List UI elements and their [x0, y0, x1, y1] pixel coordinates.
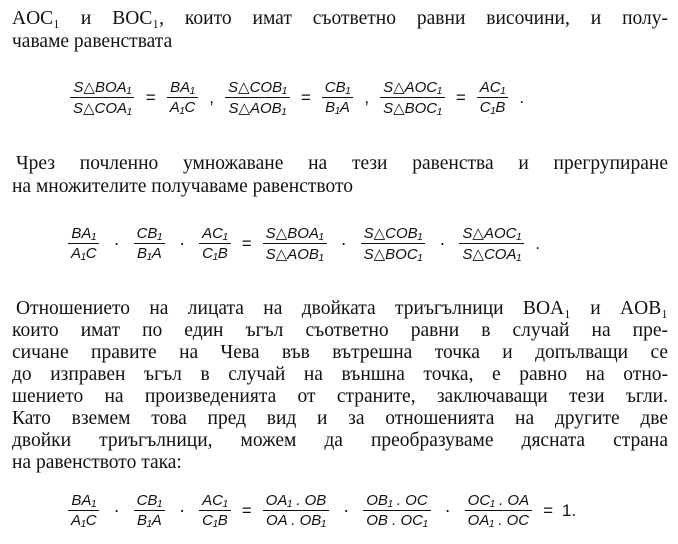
fraction — [477, 79, 509, 116]
denominator: B₁A — [325, 99, 350, 116]
denominator: B₁A — [136, 245, 162, 262]
multiplication-dot: · — [444, 500, 451, 520]
numerator: S△AOC₁ — [459, 224, 524, 244]
numerator: CB₁ — [134, 225, 166, 244]
numerator: S△COB₁ — [361, 224, 426, 244]
fraction — [199, 225, 231, 262]
period: . — [535, 233, 540, 253]
numerator: OB₁ . OC — [363, 492, 430, 511]
paragraph3-line7: двойки триъгълници, можем да преобразуваме дясната страна — [12, 430, 668, 451]
numerator: OA₁ . OB — [263, 492, 330, 511]
equals-sign: = — [241, 500, 252, 520]
denominator: S△COA₁ — [73, 100, 132, 117]
formula-ratios — [68, 78, 533, 117]
period: . — [519, 87, 525, 107]
fraction — [134, 492, 166, 529]
denominator: A₁C — [71, 245, 97, 262]
equals-sign: = — [300, 87, 311, 107]
equals-sign: = — [455, 87, 466, 107]
numerator: CB₁ — [134, 492, 166, 511]
denominator: S△BOC₁ — [383, 100, 442, 117]
equals-sign: = — [543, 500, 554, 520]
paragraph3-line6: Като вземем това пред вид и за отношенията на другите две — [12, 408, 668, 429]
paragraph3-line5: шението на произведенията от страните, заключаващи тези ъгли. — [12, 386, 668, 407]
result: 1. — [562, 500, 577, 520]
comma: , — [364, 87, 370, 107]
paragraph3-line2: които имат по един ъгъл съответно равни в случай на пре- — [12, 320, 668, 341]
numerator: S△COB₁ — [225, 78, 290, 98]
fraction — [459, 224, 524, 263]
fraction — [380, 78, 445, 117]
fraction — [134, 225, 166, 262]
multiplication-dot: · — [179, 233, 186, 253]
numerator: AC₁ — [477, 79, 509, 98]
comma: , — [209, 87, 215, 107]
multiplication-dot: · — [113, 233, 120, 253]
paragraph1-line1: AOC₁ и BOC₁, които имат съответно равни височини, и полу- — [12, 8, 668, 29]
denominator: OA₁ . OC — [467, 512, 530, 529]
fraction — [225, 78, 290, 117]
denominator: S△COA₁ — [462, 246, 522, 263]
equals-sign: = — [241, 233, 252, 253]
paragraph3-line1: Отношението на лицата на двойката триъгълници BOA₁ и AOB₁ — [16, 298, 668, 319]
numerator: BA₁ — [167, 79, 198, 98]
denominator: A₁C — [169, 99, 196, 116]
multiplication-dot: · — [439, 233, 446, 253]
equals-sign: = — [145, 87, 156, 107]
denominator: C₁B — [202, 245, 228, 262]
multiplication-dot: · — [343, 500, 350, 520]
numerator: AC₁ — [199, 225, 231, 244]
paragraph1-line2: чаваме равенствата — [12, 31, 173, 52]
multiplication-dot: · — [340, 233, 347, 253]
denominator: S△BOC₁ — [363, 246, 423, 263]
denominator: OB . OC₁ — [366, 512, 428, 529]
paragraph3-line8: на равенството така: — [12, 452, 182, 473]
multiplication-dot: · — [113, 500, 120, 520]
fraction — [263, 224, 327, 263]
multiplication-dot: · — [179, 500, 186, 520]
fraction — [322, 79, 354, 116]
numerator: AC₁ — [199, 492, 231, 511]
fraction — [167, 79, 199, 116]
numerator: OC₁ . OA — [465, 492, 532, 511]
denominator: C₁B — [479, 99, 506, 116]
fraction — [68, 225, 100, 262]
fraction — [199, 492, 231, 529]
denominator: B₁A — [136, 512, 162, 529]
fraction — [70, 78, 135, 117]
paragraph2-line1: Чрез почленно умножаване на тези равенства и прегрупиране — [16, 153, 668, 174]
paragraph3-line3: сичане правите на Чева във вътрешна точка и допълващи се — [12, 342, 668, 363]
denominator: A₁C — [71, 512, 97, 529]
denominator: S△AOB₁ — [265, 246, 324, 263]
formula-product — [66, 224, 549, 263]
formula-final — [66, 492, 585, 529]
numerator: BA₁ — [68, 492, 99, 511]
denominator: S△AOB₁ — [228, 100, 287, 117]
numerator: BA₁ — [68, 225, 99, 244]
numerator: CB₁ — [322, 79, 354, 98]
fraction — [361, 224, 426, 263]
numerator: S△BOA₁ — [70, 78, 134, 98]
denominator: C₁B — [202, 512, 228, 529]
numerator: S△AOC₁ — [380, 78, 445, 98]
denominator: OA . OB₁ — [265, 512, 326, 529]
fraction — [68, 492, 100, 529]
fraction — [363, 492, 430, 529]
numerator: S△BOA₁ — [263, 224, 327, 244]
fraction — [263, 492, 330, 529]
paragraph3-line4: до изправен ъгъл в случай на външна точка, е равно на отно- — [12, 364, 668, 385]
paragraph2-line2: на множителите получаваме равенството — [12, 176, 354, 197]
fraction — [465, 492, 532, 529]
